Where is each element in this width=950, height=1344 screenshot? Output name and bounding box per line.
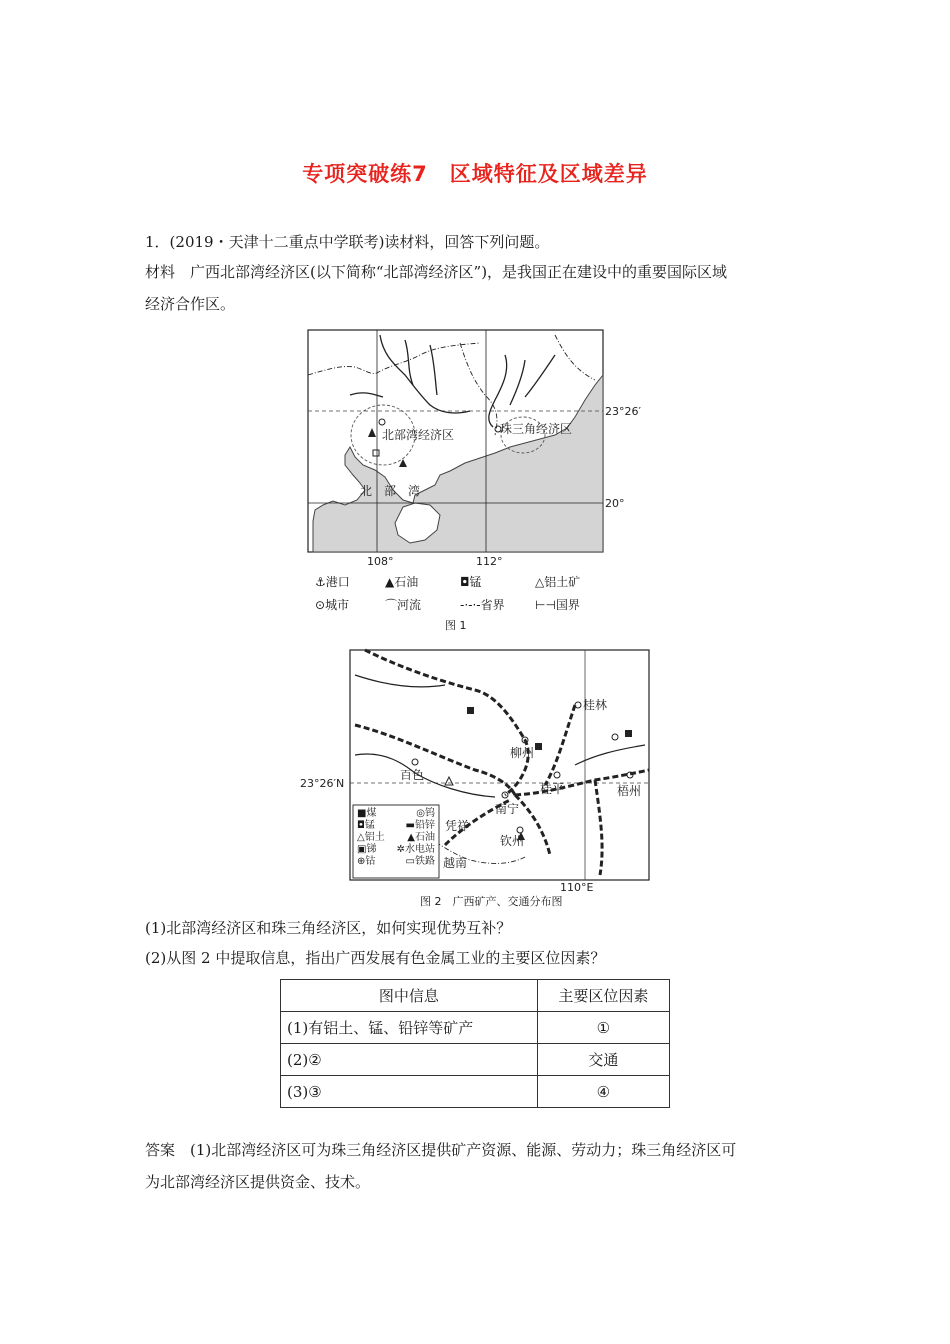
legend-bauxite: △铝土: [357, 832, 385, 843]
table-row: [281, 1044, 670, 1076]
lon-label-e: 110°E: [560, 881, 594, 894]
coal-icon: [625, 730, 632, 737]
table-row: [281, 1076, 670, 1108]
legend-river: ⌒河流: [385, 598, 422, 612]
figure-2: [295, 645, 655, 910]
answer-line1: 答案 (1)北部湾经济区可为珠三角经济区提供矿产资源、能源、劳动力；珠三角经济区可: [145, 1141, 737, 1159]
city-guiping: 桂平: [540, 782, 565, 796]
lon-label-108: 108°: [367, 555, 394, 568]
lat-label-20: 20°: [605, 497, 625, 510]
city-wuzhou: 梧州: [617, 784, 642, 798]
legend-city: ⊙城市: [315, 598, 350, 612]
info-table: [280, 979, 670, 1108]
legend-antimony: ▣锑: [357, 844, 377, 855]
legend-manganese: ◘锰: [357, 820, 375, 831]
city-icon: ⊙: [315, 598, 326, 612]
city-nanning: 南宁: [495, 802, 520, 816]
table-cell: ①: [537, 1012, 669, 1044]
material-text-line1: 材料 广西北部湾经济区(以下简称“北部湾经济区”)，是我国正在建设中的重要国际区域: [145, 263, 728, 281]
table-cell: (1)有铝土、锰、铅锌等矿产: [281, 1012, 538, 1044]
city-qinzhou: 钦州: [500, 834, 525, 848]
figure-1: [295, 325, 641, 635]
sub-question-1: (1)北部湾经济区和珠三角经济区，如何实现优势互补？: [145, 919, 512, 937]
anchor-icon: ⚓: [315, 575, 326, 589]
legend-oil: ▲石油: [385, 575, 419, 589]
lat-label-23: 23°26′: [605, 405, 641, 418]
figure-1-caption: 图 1: [445, 619, 467, 632]
legend-lead-zinc: ▬铅锌: [405, 820, 435, 831]
coal-icon: [467, 707, 474, 714]
city-liuzhou: 柳州: [510, 746, 535, 760]
legend-bauxite: △铝土矿: [535, 575, 581, 589]
coal-icon: [535, 743, 542, 750]
legend-tungsten: ◎钨: [416, 808, 435, 819]
lon-label-112: 112°: [476, 555, 503, 568]
legend-oil: ▲石油: [407, 832, 435, 843]
material-text-line2: 经济合作区。: [145, 295, 236, 313]
table-row: [281, 1012, 670, 1044]
legend-cobalt: ⊕钴: [357, 856, 376, 867]
table-header-row: [281, 980, 670, 1012]
table-cell: 交通: [537, 1044, 669, 1076]
legend-hydropower: ✲水电站: [396, 844, 435, 855]
table-header-cell: 图中信息: [281, 980, 538, 1012]
city-guilin: 桂林: [583, 698, 608, 712]
legend-port: ⚓港口: [315, 575, 350, 589]
figure-2-caption: 图 2 广西矿产、交通分布图: [420, 895, 563, 908]
legend-national-border: ⊢⊣国界: [535, 598, 580, 612]
legend-province-border: -·-·-省界: [460, 598, 505, 612]
table-cell: (2)②: [281, 1044, 538, 1076]
table-cell: (3)③: [281, 1076, 538, 1108]
national-border-icon: ⊢⊣: [535, 598, 556, 612]
sub-question-2: (2)从图 2 中提取信息，指出广西发展有色金属工业的主要区位因素？: [145, 949, 606, 967]
legend-coal: ■煤: [357, 808, 377, 819]
answer-line2: 为北部湾经济区提供资金、技术。: [145, 1173, 371, 1191]
lat-label-n: 23°26′N: [300, 777, 345, 790]
river-icon: ⌒: [385, 598, 398, 612]
prd-zone-label: 珠三角经济区: [500, 422, 573, 436]
table-header-cell: 主要区位因素: [537, 980, 669, 1012]
oil-icon: ▲: [385, 575, 395, 589]
bauxite-icon: △: [535, 575, 545, 589]
legend-manganese: ◘锰: [460, 575, 482, 589]
city-baise: 百色: [400, 768, 425, 782]
legend-railway: ▭铁路: [405, 856, 435, 867]
manganese-icon: ◘: [460, 575, 470, 589]
question-intro: 1．(2019・天津十二重点中学联考)读材料，回答下列问题。: [145, 233, 550, 251]
beibu-zone-label: 北部湾经济区: [382, 428, 455, 442]
table-cell: ④: [537, 1076, 669, 1108]
label-vietnam: 越南: [443, 856, 468, 870]
city-pingxiang: 凭祥: [445, 819, 470, 833]
page-title: 专项突破练7 区域特征及区域差异: [302, 162, 648, 186]
figure-2-legend: [357, 808, 441, 868]
figure-2-map: [295, 645, 655, 910]
gulf-label: 北 部 湾: [360, 484, 421, 498]
province-border-icon: -·-·-: [460, 598, 481, 612]
